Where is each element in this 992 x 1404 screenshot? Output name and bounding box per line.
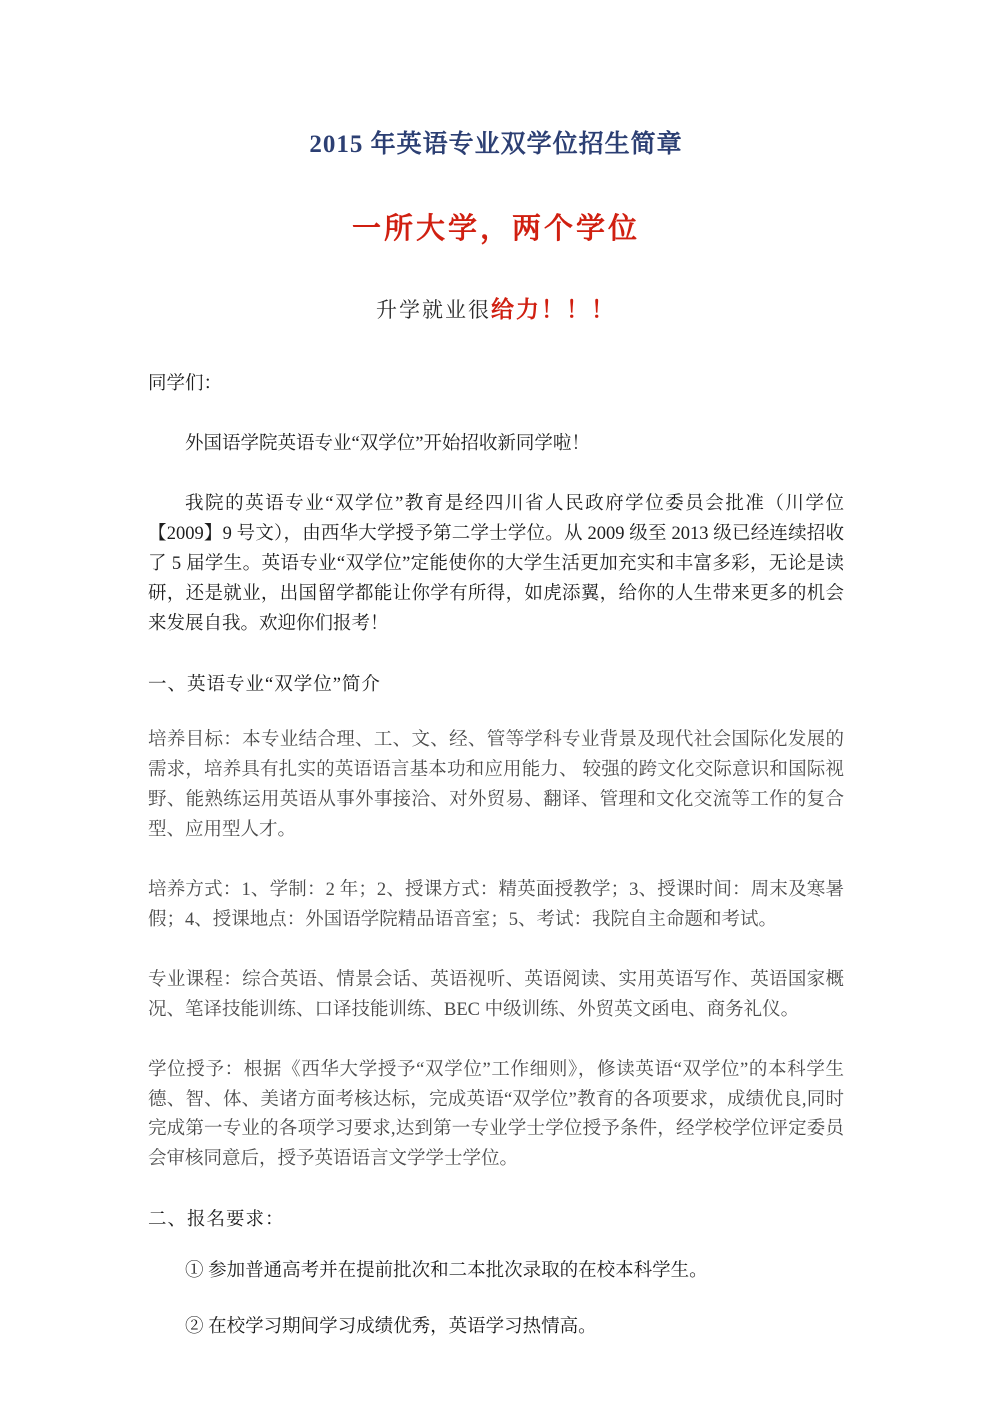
item-training-goal: 培养目标：本专业结合理、工、文、经、管等学科专业背景及现代社会国际化发展的需求，培养具有扎实的英语语言基本功和应用能力、 较强的跨文化交际意识和国际视野、能熟练运用英语从事外事接洽、对外贸易、翻译、管理和文化交流等工作的复合型、应用型人才。	[148, 729, 844, 840]
slogan-heading: 一所大学，两个学位	[351, 211, 640, 245]
subtitle-highlight: 给力！！！	[491, 297, 616, 322]
subtitle-prefix: 升学就业很	[376, 298, 491, 322]
item-degree-award: 学位授予：根据《西华大学授予“双学位”工作细则》，修读英语“双学位”的本科学生德、智、体、美诸方面考核达标，完成英语“双学位”教育的各项要求，成绩优良,同时完成第一专业的各项学习要求,达到第一专业学士学位授予条件，经学校学位评定委员会审核同意后，授予英语语言文学学士学位。	[148, 1059, 844, 1170]
paragraph-intro: 我院的英语专业“双学位”教育是经四川省人民政府学位委员会批准（川学位【2009】9 号文），由西华大学授予第二学士学位。从 2009 级至 2013 级已经连续招收了 5 届学生。英语专业“双学位”定能使你的大学生活更加充实和丰富多彩，无论是读研，还是就业，出国留学都能让你学有所得，如虎添翼，给你的人生带来更多的机会来发展自我。欢迎你们报考！	[148, 493, 844, 634]
salutation: 同学们：	[148, 374, 223, 394]
item-courses: 专业课程：综合英语、情景会话、英语视听、英语阅读、实用英语写作、英语国家概况、笔译技能训练、口译技能训练、BEC 中级训练、外贸英文函电、商务礼仪。	[148, 969, 844, 1020]
section-heading-2: 二、报名要求：	[148, 1210, 285, 1231]
list-item: ① 参加普通高考并在提前批次和二本批次录取的在校本科学生。	[185, 1261, 708, 1282]
page-title: 2015 年英语专业双学位招生简章	[309, 131, 683, 158]
list-item: ② 在校学习期间学习成绩优秀，英语学习热情高。	[185, 1317, 597, 1337]
intro-line: 外国语学院英语专业“双学位”开始招收新同学啦！	[185, 433, 590, 454]
subtitle-line	[148, 291, 844, 324]
item-training-method: 培养方式：1、学制：2 年；2、授课方式：精英面授教学；3、授课时间：周末及寒暑假；4、授课地点：外国语学院精品语音室；5、考试：我院自主命题和考试。	[148, 879, 844, 930]
section-heading-1: 一、英语专业“双学位”简介	[148, 674, 381, 695]
